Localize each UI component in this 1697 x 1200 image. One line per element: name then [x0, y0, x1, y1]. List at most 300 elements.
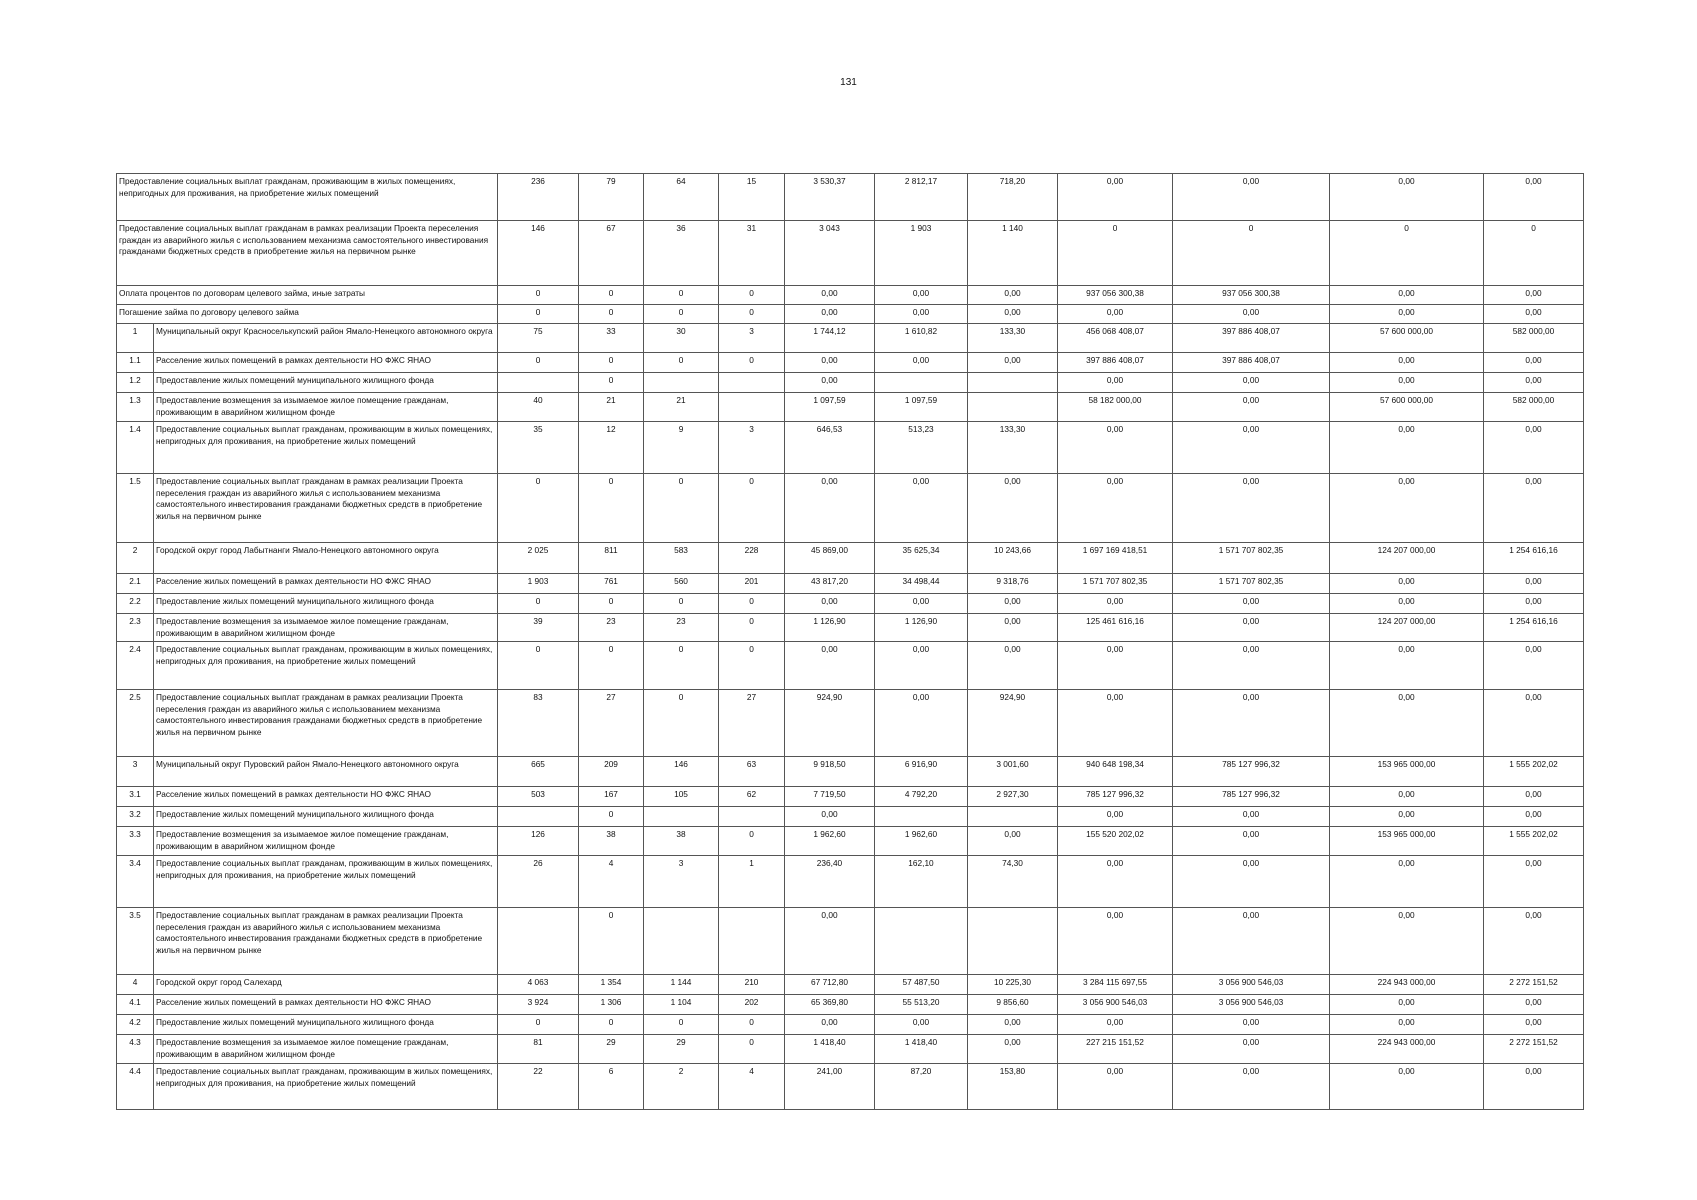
value-cell: 0,00 [1058, 594, 1173, 614]
value-cell: 3 284 115 697,55 [1058, 975, 1173, 995]
table-row [117, 787, 1584, 807]
value-cell: 560 [644, 574, 719, 594]
value-cell: 811 [579, 543, 644, 574]
row-number: 2.5 [117, 690, 154, 757]
value-cell: 0,00 [1058, 474, 1173, 543]
value-cell: 0,00 [1484, 807, 1584, 827]
value-cell: 79 [579, 174, 644, 221]
value-cell: 133,30 [968, 324, 1058, 353]
value-cell: 1 254 616,16 [1484, 543, 1584, 574]
value-cell: 1 306 [579, 995, 644, 1015]
value-cell: 1 140 [968, 221, 1058, 286]
resettlement-table [116, 173, 1584, 1110]
value-cell: 0 [498, 1015, 579, 1035]
value-cell: 65 369,80 [785, 995, 875, 1015]
table-row [117, 642, 1584, 690]
value-cell: 1 354 [579, 975, 644, 995]
value-cell: 0 [498, 286, 579, 305]
value-cell [498, 807, 579, 827]
page-number: 131 [840, 77, 857, 88]
value-cell: 57 487,50 [875, 975, 968, 995]
value-cell: 0,00 [1484, 690, 1584, 757]
value-cell: 38 [644, 827, 719, 856]
row-name: Предоставление социальных выплат гражданам, проживающим в жилых помещениях, непригодных для проживания, на приобретение жилых помещений [154, 1064, 498, 1110]
table-row [117, 1035, 1584, 1064]
value-cell: 397 886 408,07 [1173, 353, 1330, 373]
value-cell: 0,00 [1173, 690, 1330, 757]
value-cell: 202 [719, 995, 785, 1015]
row-name: Предоставление жилых помещений муниципального жилищного фонда [154, 373, 498, 393]
value-cell: 0 [498, 594, 579, 614]
row-name: Городской округ город Салехард [154, 975, 498, 995]
value-cell: 0,00 [1484, 908, 1584, 975]
value-cell: 1 144 [644, 975, 719, 995]
table-row [117, 975, 1584, 995]
value-cell: 34 498,44 [875, 574, 968, 594]
row-name: Предоставление социальных выплат гражданам, проживающим в жилых помещениях, непригодных для проживания, на приобретение жилых помещений [154, 422, 498, 474]
value-cell: 0,00 [1330, 787, 1484, 807]
value-cell: 15 [719, 174, 785, 221]
row-number: 4.4 [117, 1064, 154, 1110]
row-name: Расселение жилых помещений в рамках деятельности НО ФЖС ЯНАО [154, 787, 498, 807]
row-number: 4.3 [117, 1035, 154, 1064]
value-cell: 0,00 [1173, 1035, 1330, 1064]
table-row [117, 614, 1584, 642]
value-cell: 0 [1330, 221, 1484, 286]
value-cell: 0 [719, 614, 785, 642]
value-cell [875, 373, 968, 393]
value-cell: 0,00 [875, 690, 968, 757]
value-cell: 1 571 707 802,35 [1173, 574, 1330, 594]
value-cell: 0,00 [1173, 373, 1330, 393]
value-cell: 83 [498, 690, 579, 757]
value-cell: 228 [719, 543, 785, 574]
value-cell: 397 886 408,07 [1058, 353, 1173, 373]
value-cell: 7 719,50 [785, 787, 875, 807]
value-cell: 43 817,20 [785, 574, 875, 594]
value-cell: 124 207 000,00 [1330, 614, 1484, 642]
row-number: 2.1 [117, 574, 154, 594]
value-cell: 0,00 [875, 642, 968, 690]
value-cell: 924,90 [968, 690, 1058, 757]
value-cell: 456 068 408,07 [1058, 324, 1173, 353]
value-cell: 75 [498, 324, 579, 353]
table-row [117, 474, 1584, 543]
table-row [117, 286, 1584, 305]
value-cell: 3 924 [498, 995, 579, 1015]
row-name: Расселение жилых помещений в рамках деятельности НО ФЖС ЯНАО [154, 574, 498, 594]
value-cell: 9 [644, 422, 719, 474]
value-cell: 0,00 [1058, 174, 1173, 221]
value-cell: 153 965 000,00 [1330, 757, 1484, 787]
table-row [117, 757, 1584, 787]
value-cell: 4 792,20 [875, 787, 968, 807]
row-name: Предоставление жилых помещений муниципального жилищного фонда [154, 1015, 498, 1035]
value-cell: 133,30 [968, 422, 1058, 474]
value-cell: 1 126,90 [875, 614, 968, 642]
value-cell: 0,00 [1484, 642, 1584, 690]
value-cell: 26 [498, 856, 579, 908]
value-cell: 0,00 [1330, 422, 1484, 474]
value-cell [875, 807, 968, 827]
value-cell: 0,00 [1484, 856, 1584, 908]
value-cell: 0,00 [1173, 856, 1330, 908]
value-cell: 0,00 [1484, 474, 1584, 543]
value-cell: 0,00 [785, 908, 875, 975]
value-cell: 0,00 [1173, 422, 1330, 474]
value-cell: 3 056 900 546,03 [1173, 975, 1330, 995]
value-cell: 940 648 198,34 [1058, 757, 1173, 787]
value-cell [498, 373, 579, 393]
value-cell: 0,00 [1173, 827, 1330, 856]
value-cell [644, 807, 719, 827]
table-row [117, 543, 1584, 574]
value-cell: 503 [498, 787, 579, 807]
value-cell: 36 [644, 221, 719, 286]
value-cell: 0 [498, 353, 579, 373]
row-name: Предоставление возмещения за изымаемое жилое помещение гражданам, проживающим в аварийном жилищном фонде [154, 1035, 498, 1064]
row-number: 4.1 [117, 995, 154, 1015]
value-cell: 0,00 [1330, 286, 1484, 305]
value-cell: 0,00 [1484, 787, 1584, 807]
value-cell: 0,00 [875, 286, 968, 305]
value-cell: 2 [644, 1064, 719, 1110]
value-cell: 0,00 [1484, 1015, 1584, 1035]
value-cell: 1 555 202,02 [1484, 827, 1584, 856]
value-cell: 0,00 [1173, 1064, 1330, 1110]
value-cell: 937 056 300,38 [1173, 286, 1330, 305]
value-cell: 224 943 000,00 [1330, 1035, 1484, 1064]
value-cell: 1 744,12 [785, 324, 875, 353]
value-cell: 0,00 [1058, 1015, 1173, 1035]
value-cell: 0,00 [1484, 422, 1584, 474]
value-cell: 155 520 202,02 [1058, 827, 1173, 856]
value-cell: 0,00 [968, 827, 1058, 856]
value-cell: 1 418,40 [785, 1035, 875, 1064]
row-number: 2.2 [117, 594, 154, 614]
value-cell: 81 [498, 1035, 579, 1064]
value-cell: 0,00 [1058, 422, 1173, 474]
value-cell: 0,00 [1330, 353, 1484, 373]
value-cell: 0,00 [1173, 908, 1330, 975]
value-cell: 38 [579, 827, 644, 856]
value-cell: 57 600 000,00 [1330, 393, 1484, 422]
value-cell: 0,00 [1330, 1064, 1484, 1110]
value-cell: 0,00 [968, 1035, 1058, 1064]
value-cell: 583 [644, 543, 719, 574]
value-cell [719, 373, 785, 393]
value-cell: 241,00 [785, 1064, 875, 1110]
value-cell: 167 [579, 787, 644, 807]
value-cell: 3 001,60 [968, 757, 1058, 787]
value-cell: 0,00 [1484, 594, 1584, 614]
value-cell: 0,00 [968, 353, 1058, 373]
row-name: Расселение жилых помещений в рамках деятельности НО ФЖС ЯНАО [154, 353, 498, 373]
value-cell: 0 [719, 642, 785, 690]
value-cell: 582 000,00 [1484, 393, 1584, 422]
value-cell: 21 [579, 393, 644, 422]
value-cell [644, 908, 719, 975]
table-row [117, 174, 1584, 221]
value-cell: 0,00 [1173, 614, 1330, 642]
value-cell: 1 697 169 418,51 [1058, 543, 1173, 574]
value-cell: 62 [719, 787, 785, 807]
value-cell [644, 373, 719, 393]
value-cell: 718,20 [968, 174, 1058, 221]
value-cell: 74,30 [968, 856, 1058, 908]
value-cell [968, 373, 1058, 393]
value-cell: 0,00 [1330, 574, 1484, 594]
value-cell: 0,00 [1058, 908, 1173, 975]
value-cell: 1 571 707 802,35 [1058, 574, 1173, 594]
value-cell: 55 513,20 [875, 995, 968, 1015]
value-cell: 0,00 [1484, 1064, 1584, 1110]
value-cell: 0,00 [1173, 474, 1330, 543]
row-name: Городской округ город Лабытнанги Ямало-Ненецкого автономного округа [154, 543, 498, 574]
table-row [117, 856, 1584, 908]
row-name: Предоставление социальных выплат гражданам, проживающим в жилых помещениях, непригодных для проживания, на приобретение жилых помещений [117, 174, 498, 221]
table-row [117, 995, 1584, 1015]
row-number: 3.2 [117, 807, 154, 827]
row-number: 1.3 [117, 393, 154, 422]
value-cell: 0 [719, 594, 785, 614]
value-cell: 0 [579, 1015, 644, 1035]
value-cell: 0 [579, 474, 644, 543]
value-cell: 67 712,80 [785, 975, 875, 995]
value-cell: 0,00 [1330, 174, 1484, 221]
value-cell: 12 [579, 422, 644, 474]
value-cell: 67 [579, 221, 644, 286]
value-cell: 0 [579, 373, 644, 393]
value-cell: 236 [498, 174, 579, 221]
value-cell: 0,00 [1058, 305, 1173, 324]
value-cell: 0 [579, 286, 644, 305]
value-cell: 57 600 000,00 [1330, 324, 1484, 353]
value-cell: 761 [579, 574, 644, 594]
table-body [117, 174, 1584, 1110]
value-cell: 1 254 616,16 [1484, 614, 1584, 642]
row-number: 4.2 [117, 1015, 154, 1035]
value-cell: 33 [579, 324, 644, 353]
row-name: Оплата процентов по договорам целевого займа, иные затраты [117, 286, 498, 305]
value-cell: 87,20 [875, 1064, 968, 1110]
value-cell: 0,00 [1484, 373, 1584, 393]
value-cell: 0 [719, 827, 785, 856]
value-cell: 0 [579, 353, 644, 373]
value-cell: 1 126,90 [785, 614, 875, 642]
value-cell: 0,00 [785, 594, 875, 614]
value-cell: 2 025 [498, 543, 579, 574]
row-number: 4 [117, 975, 154, 995]
row-number: 1.1 [117, 353, 154, 373]
table-row [117, 827, 1584, 856]
row-name: Предоставление возмещения за изымаемое жилое помещение гражданам, проживающим в аварийном жилищном фонде [154, 827, 498, 856]
value-cell: 0,00 [875, 305, 968, 324]
value-cell: 0,00 [1058, 373, 1173, 393]
table-row [117, 353, 1584, 373]
value-cell: 2 272 151,52 [1484, 975, 1584, 995]
value-cell: 1 104 [644, 995, 719, 1015]
value-cell: 201 [719, 574, 785, 594]
value-cell: 1 097,59 [785, 393, 875, 422]
value-cell: 236,40 [785, 856, 875, 908]
table-row [117, 422, 1584, 474]
value-cell: 665 [498, 757, 579, 787]
value-cell: 1 555 202,02 [1484, 757, 1584, 787]
value-cell: 1 610,82 [875, 324, 968, 353]
value-cell: 0 [644, 353, 719, 373]
row-name: Погашение займа по договору целевого займа [117, 305, 498, 324]
value-cell: 9 856,60 [968, 995, 1058, 1015]
value-cell: 1 [719, 856, 785, 908]
value-cell: 31 [719, 221, 785, 286]
value-cell [719, 807, 785, 827]
value-cell: 3 530,37 [785, 174, 875, 221]
value-cell: 646,53 [785, 422, 875, 474]
row-number: 3.5 [117, 908, 154, 975]
value-cell: 3 056 900 546,03 [1058, 995, 1173, 1015]
value-cell: 0 [644, 690, 719, 757]
value-cell: 1 903 [875, 221, 968, 286]
value-cell: 0,00 [1173, 642, 1330, 690]
value-cell [968, 393, 1058, 422]
value-cell: 2 927,30 [968, 787, 1058, 807]
value-cell: 0 [498, 474, 579, 543]
row-number: 2.4 [117, 642, 154, 690]
value-cell: 0,00 [875, 594, 968, 614]
value-cell: 0,00 [1173, 1015, 1330, 1035]
value-cell: 4 [719, 1064, 785, 1110]
value-cell: 924,90 [785, 690, 875, 757]
value-cell: 35 625,34 [875, 543, 968, 574]
row-name: Муниципальный округ Пуровский район Ямало-Ненецкого автономного округа [154, 757, 498, 787]
value-cell: 0,00 [875, 474, 968, 543]
value-cell: 4 [579, 856, 644, 908]
value-cell: 513,23 [875, 422, 968, 474]
value-cell: 224 943 000,00 [1330, 975, 1484, 995]
value-cell [968, 908, 1058, 975]
value-cell: 0 [1484, 221, 1584, 286]
row-name: Муниципальный округ Красноселькупский район Ямало-Ненецкого автономного округа [154, 324, 498, 353]
value-cell: 0,00 [1484, 305, 1584, 324]
table-row [117, 1015, 1584, 1035]
value-cell: 0 [498, 642, 579, 690]
value-cell: 10 243,66 [968, 543, 1058, 574]
value-cell [719, 393, 785, 422]
value-cell: 23 [579, 614, 644, 642]
value-cell: 0,00 [1330, 373, 1484, 393]
value-cell: 1 418,40 [875, 1035, 968, 1064]
value-cell: 0,00 [1173, 305, 1330, 324]
value-cell: 9 318,76 [968, 574, 1058, 594]
table-row [117, 908, 1584, 975]
value-cell: 0,00 [785, 286, 875, 305]
row-name: Предоставление возмещения за изымаемое жилое помещение гражданам, проживающим в аварийном жилищном фонде [154, 393, 498, 422]
value-cell: 0,00 [1330, 908, 1484, 975]
value-cell [968, 807, 1058, 827]
table-row [117, 807, 1584, 827]
value-cell: 1 903 [498, 574, 579, 594]
row-number: 2 [117, 543, 154, 574]
row-name: Предоставление социальных выплат гражданам в рамках реализации Проекта переселения граждан из аварийного жилья с использованием механизма самостоятельного инвестирования гражданами бюджетных средств в приобретение жилья на первичном рынке [154, 474, 498, 543]
value-cell: 3 056 900 546,03 [1173, 995, 1330, 1015]
value-cell: 0,00 [1330, 305, 1484, 324]
value-cell: 785 127 996,32 [1058, 787, 1173, 807]
value-cell: 126 [498, 827, 579, 856]
value-cell: 3 [719, 324, 785, 353]
value-cell: 0 [644, 1015, 719, 1035]
value-cell: 0 [644, 594, 719, 614]
table-row [117, 574, 1584, 594]
value-cell: 27 [579, 690, 644, 757]
value-cell: 582 000,00 [1484, 324, 1584, 353]
value-cell: 39 [498, 614, 579, 642]
value-cell: 1 571 707 802,35 [1173, 543, 1330, 574]
value-cell: 0 [719, 305, 785, 324]
value-cell: 397 886 408,07 [1173, 324, 1330, 353]
row-name: Предоставление жилых помещений муниципального жилищного фонда [154, 594, 498, 614]
table-row [117, 373, 1584, 393]
value-cell: 29 [644, 1035, 719, 1064]
row-number: 1.5 [117, 474, 154, 543]
value-cell: 0,00 [968, 305, 1058, 324]
value-cell: 58 182 000,00 [1058, 393, 1173, 422]
value-cell: 6 [579, 1064, 644, 1110]
value-cell: 785 127 996,32 [1173, 757, 1330, 787]
value-cell: 0,00 [785, 305, 875, 324]
value-cell: 0 [579, 908, 644, 975]
value-cell: 35 [498, 422, 579, 474]
value-cell: 3 043 [785, 221, 875, 286]
value-cell: 0,00 [1330, 856, 1484, 908]
value-cell: 0 [719, 474, 785, 543]
value-cell: 0,00 [1330, 995, 1484, 1015]
value-cell: 146 [644, 757, 719, 787]
value-cell: 0 [579, 642, 644, 690]
value-cell: 0,00 [1058, 1064, 1173, 1110]
value-cell: 0,00 [1173, 594, 1330, 614]
value-cell: 0,00 [968, 474, 1058, 543]
value-cell: 64 [644, 174, 719, 221]
value-cell: 162,10 [875, 856, 968, 908]
value-cell: 0 [719, 286, 785, 305]
value-cell: 0,00 [1484, 353, 1584, 373]
value-cell: 0 [579, 305, 644, 324]
value-cell: 0,00 [968, 286, 1058, 305]
value-cell: 1 097,59 [875, 393, 968, 422]
value-cell: 0 [498, 305, 579, 324]
table-row [117, 393, 1584, 422]
row-number: 2.3 [117, 614, 154, 642]
value-cell: 0 [719, 353, 785, 373]
row-name: Предоставление возмещения за изымаемое жилое помещение гражданам, проживающим в аварийном жилищном фонде [154, 614, 498, 642]
value-cell: 0,00 [1173, 807, 1330, 827]
value-cell: 0 [579, 594, 644, 614]
value-cell: 0 [644, 642, 719, 690]
value-cell: 0,00 [785, 474, 875, 543]
value-cell: 0 [644, 474, 719, 543]
value-cell: 125 461 616,16 [1058, 614, 1173, 642]
value-cell: 4 063 [498, 975, 579, 995]
value-cell: 0 [1173, 221, 1330, 286]
value-cell: 153 965 000,00 [1330, 827, 1484, 856]
value-cell: 30 [644, 324, 719, 353]
value-cell: 2 272 151,52 [1484, 1035, 1584, 1064]
value-cell: 785 127 996,32 [1173, 787, 1330, 807]
table-row [117, 221, 1584, 286]
value-cell [498, 908, 579, 975]
value-cell: 0 [1058, 221, 1173, 286]
